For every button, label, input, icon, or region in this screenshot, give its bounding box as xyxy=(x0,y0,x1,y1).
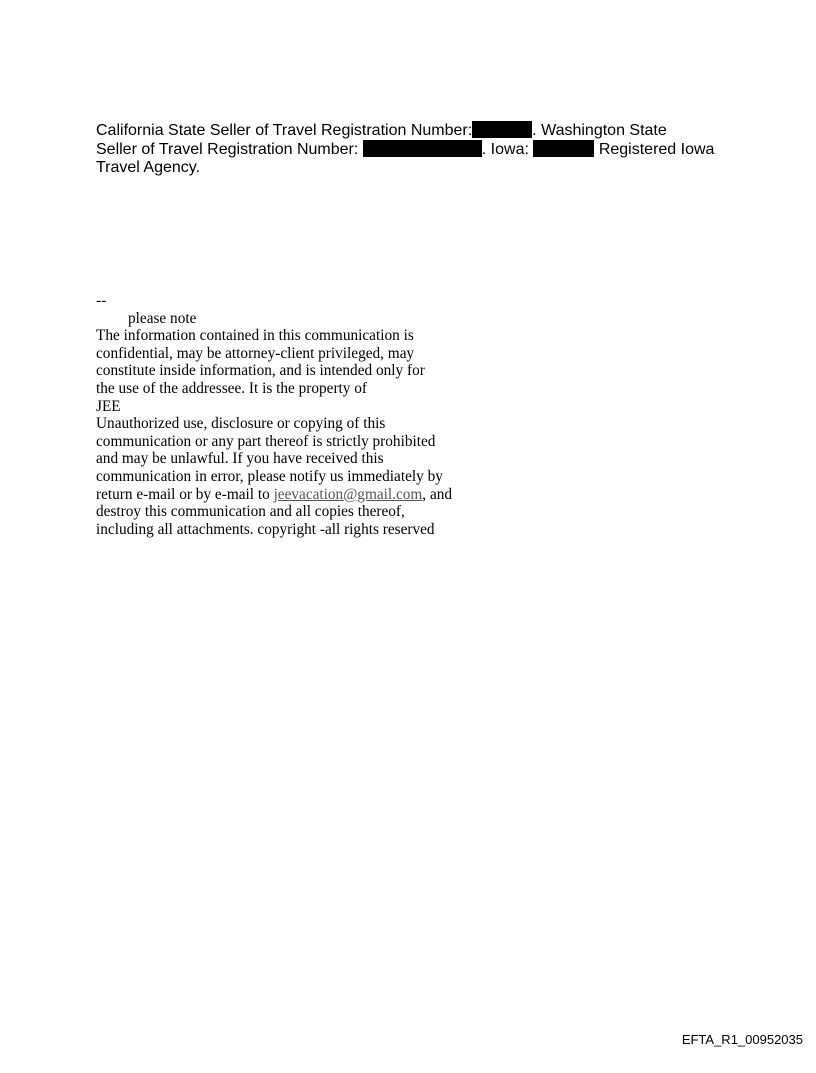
disclaimer-line: communication or any part thereof is strictly prohibited xyxy=(96,432,436,450)
registration-block xyxy=(96,121,776,177)
disclaimer-line: JEE xyxy=(96,397,121,415)
redaction-box xyxy=(533,140,594,157)
text: return e-mail or by e-mail to xyxy=(96,485,274,503)
document-id: EFTA_R1_00952035 xyxy=(681,1032,803,1047)
text: . Washington State xyxy=(532,122,667,139)
disclaimer-line: including all attachments. copyright -all rights reserved xyxy=(96,520,435,538)
disclaimer-line: constitute inside information, and is intended only for xyxy=(96,362,425,380)
registration-line-3: Travel Agency. xyxy=(96,159,201,176)
disclaimer-line: communication in error, please notify us immediately by xyxy=(96,467,443,485)
text: . Iowa: xyxy=(481,141,529,158)
disclaimer-line: and may be unlawful. If you have received this xyxy=(96,450,384,468)
disclaimer-line: confidential, may be attorney-client privileged, may xyxy=(96,344,415,362)
email-link[interactable]: jeevacation@gmail.com xyxy=(273,485,423,503)
text: California State Seller of Travel Registration Number: xyxy=(96,122,473,139)
disclaimer-line: Unauthorized use, disclosure or copying of this xyxy=(96,415,386,433)
registration-line-1 xyxy=(96,121,776,140)
disclaimer-line xyxy=(96,486,452,504)
disclaimer-line: The information contained in this communication is xyxy=(96,327,414,345)
text: , and xyxy=(422,485,453,503)
disclaimer-line: destroy this communication and all copies thereof, xyxy=(96,503,405,521)
disclaimer-line: the use of the addressee. It is the property of xyxy=(96,379,368,397)
registration-line-2 xyxy=(96,140,776,159)
email-signature xyxy=(96,292,452,538)
redaction-box xyxy=(472,121,532,138)
separator: -- xyxy=(96,292,107,309)
redaction-box xyxy=(363,140,482,157)
note-heading: please note xyxy=(128,309,197,327)
text: Registered Iowa xyxy=(598,141,715,158)
text: Seller of Travel Registration Number: xyxy=(96,141,359,158)
